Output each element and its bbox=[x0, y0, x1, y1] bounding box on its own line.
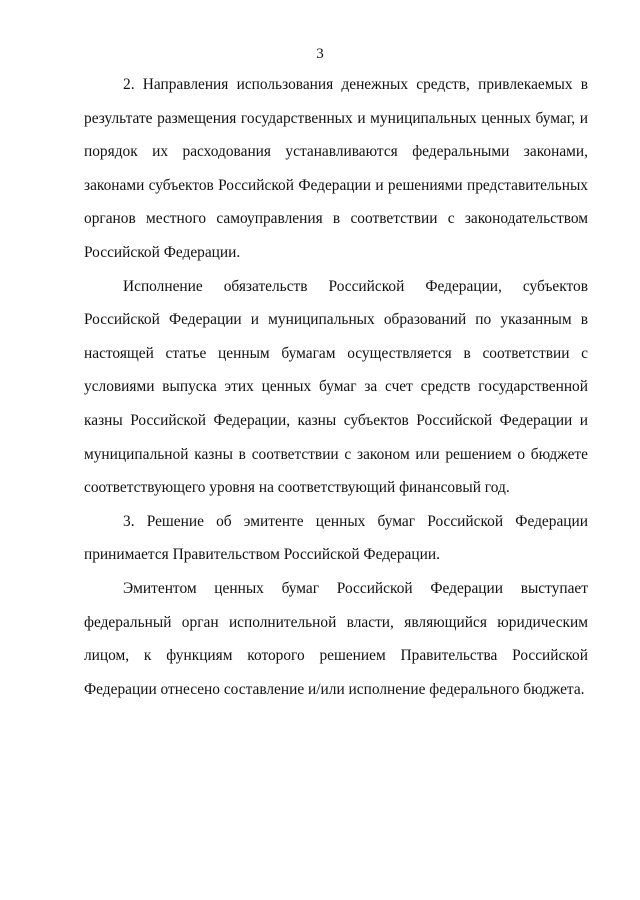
document-body bbox=[84, 68, 588, 706]
page-number: 3 bbox=[316, 46, 324, 62]
paragraph-obligations: Исполнение обязательств Российской Федерации, субъектов Российской Федерации и муниципальных образований по указанным в настоящей статье ценным бумагам осуществляется в соответствии с условиями выпуска этих ценных бумаг за счет средств государственной казны Российской Федерации, казны субъектов Российской Федерации и муниципальной казны в соответствии с законом или решением о бюджете соответствующего уровня на соответствующий финансовый год. bbox=[84, 277, 588, 497]
paragraph-issuer-definition: Эмитентом ценных бумаг Российской Федерации выступает федеральный орган исполнительной власти, являющийся юридическим лицом, к функциям которого решением Правительства Российской Федерации отнесено составление и/или исполнение федерального бюджета. bbox=[84, 579, 588, 698]
paragraph-3-issuer-decision: 3. Решение об эмитенте ценных бумаг Российской Федерации принимается Правительством Российской Федерации. bbox=[84, 512, 588, 564]
paragraph-2-directions: 2. Направления использования денежных средств, привлекаемых в результате размещения государственных и муниципальных ценных бумаг, и порядок их расходования устанавливаются федеральными законами, законами субъектов Российской Федерации и решениями представительных органов местного самоуправления в соответствии с законодательством Российской Федерации. bbox=[84, 76, 588, 261]
